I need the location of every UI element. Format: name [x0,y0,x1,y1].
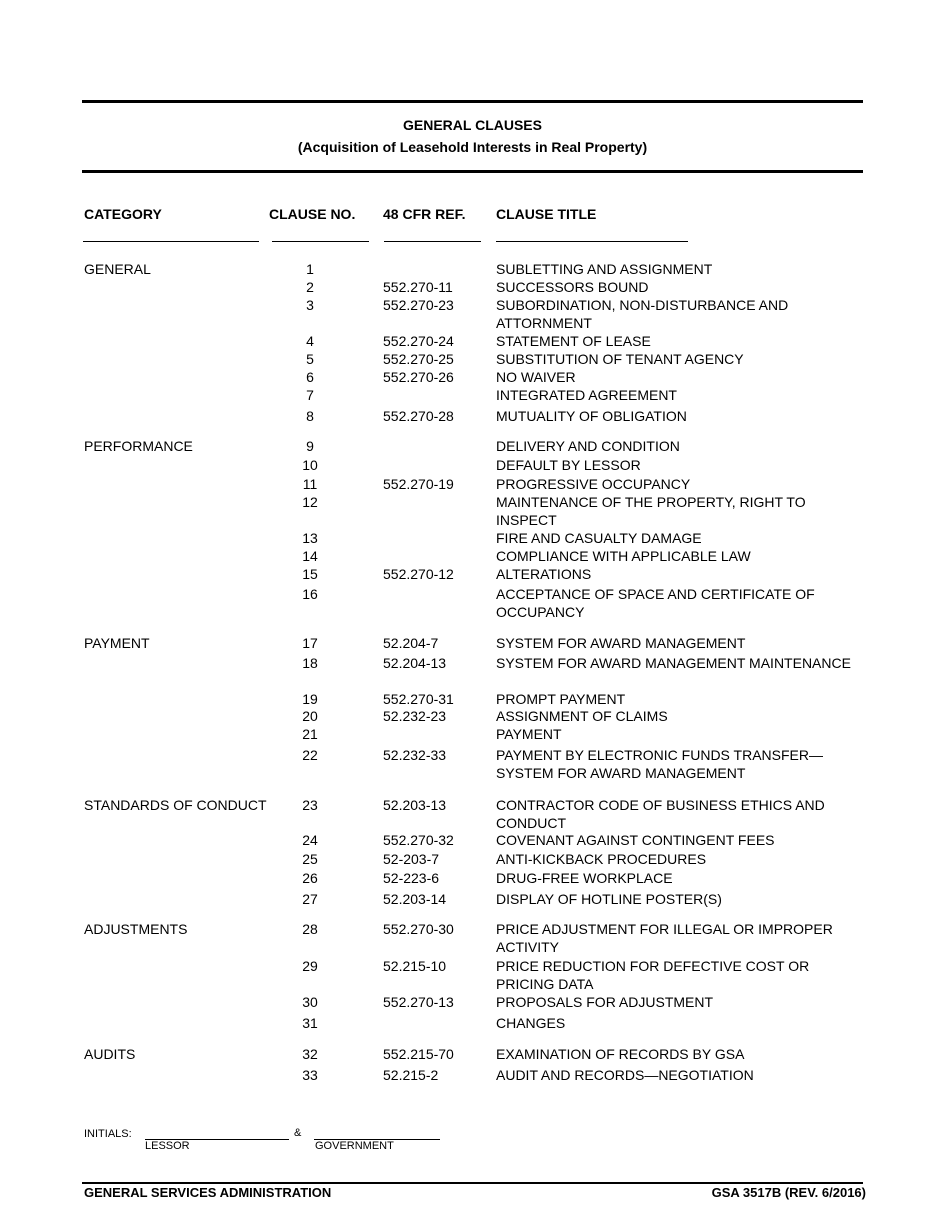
row-clause-number: 26 [302,870,318,886]
row-clause-number: 20 [302,708,318,724]
row-clause-number: 23 [302,797,318,813]
row-clause-title: STATEMENT OF LEASE [496,333,651,349]
row-category: PAYMENT [84,635,150,651]
row-clause-number: 32 [302,1046,318,1062]
row-clause-number: 6 [306,369,314,385]
row-clause-number: 22 [302,747,318,763]
row-clause-title: SYSTEM FOR AWARD MANAGEMENT [496,635,746,651]
row-clause-title: NO WAIVER [496,369,576,385]
row-cfr-reference: 552.270-30 [383,921,454,937]
row-cfr-reference: 52-223-6 [383,870,440,886]
row-cfr-reference: 52.215-2 [383,1067,439,1083]
row-cfr-reference: 552.270-11 [383,279,453,295]
row-clause-number: 18 [302,655,318,671]
row-clause-number: 30 [302,994,318,1010]
row-clause-number: 19 [302,691,318,707]
row-clause-title: EXAMINATION OF RECORDS BY GSA [496,1046,745,1062]
row-clause-title: AUDIT AND RECORDS—NEGOTIATION [496,1067,754,1083]
row-clause-title: PRICE REDUCTION FOR DEFECTIVE COST OR PRICING DATA [496,958,810,992]
footer-rule [82,1182,863,1184]
column-header-cfr-ref: 48 CFR REF. [383,206,466,222]
initials-label: INITIALS: [84,1128,132,1140]
footer-agency: GENERAL SERVICES ADMINISTRATION [84,1185,332,1200]
row-cfr-reference: 552.270-28 [383,408,454,424]
row-clause-title: PROMPT PAYMENT [496,691,626,707]
government-label: GOVERNMENT [315,1140,394,1152]
row-cfr-reference: 52.232-33 [383,747,447,763]
column-underline-clause-no [272,241,369,242]
row-clause-title: ALTERATIONS [496,566,592,582]
row-clause-number: 24 [302,832,318,848]
row-clause-number: 3 [306,297,314,313]
column-header-clause-no: CLAUSE NO. [269,206,356,222]
row-clause-number: 11 [302,476,318,492]
row-clause-title: PROPOSALS FOR ADJUSTMENT [496,994,714,1010]
row-clause-number: 15 [302,566,318,582]
row-clause-title: FIRE AND CASUALTY DAMAGE [496,530,702,546]
column-underline-category [83,241,259,242]
lessor-label: LESSOR [145,1140,190,1152]
row-cfr-reference: 552.215-70 [383,1046,454,1062]
row-cfr-reference: 552.270-19 [383,476,454,492]
row-clause-number: 28 [302,921,318,937]
row-cfr-reference: 552.270-12 [383,566,454,582]
row-clause-title: MUTUALITY OF OBLIGATION [496,408,687,424]
row-clause-title: MAINTENANCE OF THE PROPERTY, RIGHT TO INSPECT [496,494,806,528]
row-clause-title: CHANGES [496,1015,566,1031]
row-cfr-reference: 552.270-25 [383,351,454,367]
column-header-category: CATEGORY [84,206,162,222]
row-clause-title: PROGRESSIVE OCCUPANCY [496,476,691,492]
row-category: AUDITS [84,1046,136,1062]
row-cfr-reference: 552.270-32 [383,832,454,848]
row-clause-number: 4 [306,333,314,349]
row-cfr-reference: 552.270-31 [383,691,454,707]
footer-form-number: GSA 3517B (REV. 6/2016) [711,1185,866,1200]
row-clause-title: SYSTEM FOR AWARD MANAGEMENT MAINTENANCE [496,655,851,671]
row-clause-title: CONTRACTOR CODE OF BUSINESS ETHICS AND CONDUCT [496,797,825,831]
row-clause-number: 13 [302,530,318,546]
row-clause-number: 10 [302,457,318,473]
row-clause-number: 14 [302,548,318,564]
row-clause-number: 25 [302,851,318,867]
row-cfr-reference: 552.270-23 [383,297,454,313]
row-cfr-reference: 52.232-23 [383,708,447,724]
row-clause-number: 8 [306,408,314,424]
row-cfr-reference: 52.203-13 [383,797,447,813]
row-clause-number: 27 [302,891,318,907]
row-clause-title: SUBORDINATION, NON-DISTURBANCE AND ATTORNMENT [496,297,789,331]
row-clause-title: SUBLETTING AND ASSIGNMENT [496,261,713,277]
row-clause-title: SUBSTITUTION OF TENANT AGENCY [496,351,744,367]
row-clause-title: DISPLAY OF HOTLINE POSTER(S) [496,891,722,907]
row-category: ADJUSTMENTS [84,921,188,937]
row-clause-number: 16 [302,586,318,602]
column-header-clause-title: CLAUSE TITLE [496,206,597,222]
header-rule [82,170,863,173]
row-category: STANDARDS OF CONDUCT [84,797,267,813]
row-cfr-reference: 52.203-14 [383,891,447,907]
row-clause-title: COMPLIANCE WITH APPLICABLE LAW [496,548,751,564]
row-clause-number: 7 [306,387,314,403]
column-underline-clause-title [496,241,688,242]
row-clause-title: ACCEPTANCE OF SPACE AND CERTIFICATE OF OCCUPANCY [496,586,815,620]
row-clause-title: DRUG-FREE WORKPLACE [496,870,673,886]
row-clause-number: 2 [306,279,314,295]
row-clause-number: 9 [306,438,314,454]
row-category: GENERAL [84,261,151,277]
row-clause-number: 1 [306,261,314,277]
row-clause-title: COVENANT AGAINST CONTINGENT FEES [496,832,775,848]
row-clause-title: PAYMENT [496,726,562,742]
row-category: PERFORMANCE [84,438,193,454]
row-clause-title: PAYMENT BY ELECTRONIC FUNDS TRANSFER—SYSTEM FOR AWARD MANAGEMENT [496,747,823,781]
row-clause-title: ASSIGNMENT OF CLAIMS [496,708,668,724]
row-clause-number: 33 [302,1067,318,1083]
row-clause-title: PRICE ADJUSTMENT FOR ILLEGAL OR IMPROPER ACTIVITY [496,921,833,955]
row-clause-number: 5 [306,351,314,367]
row-clause-title: ANTI-KICKBACK PROCEDURES [496,851,707,867]
page-title: GENERAL CLAUSES [403,117,542,133]
row-cfr-reference: 52.204-7 [383,635,439,651]
row-cfr-reference: 552.270-13 [383,994,454,1010]
top-rule [82,100,863,103]
ampersand: & [294,1127,302,1139]
row-clause-title: INTEGRATED AGREEMENT [496,387,677,403]
page-subtitle: (Acquisition of Leasehold Interests in Real Property) [297,139,648,155]
row-cfr-reference: 552.270-24 [383,333,454,349]
row-clause-number: 31 [302,1015,318,1031]
row-clause-number: 17 [302,635,318,651]
row-cfr-reference: 52.204-13 [383,655,447,671]
column-underline-cfr-ref [384,241,481,242]
row-cfr-reference: 552.270-26 [383,369,454,385]
row-cfr-reference: 52.215-10 [383,958,447,974]
row-clause-number: 21 [302,726,318,742]
row-clause-number: 12 [302,494,318,510]
row-clause-title: SUCCESSORS BOUND [496,279,649,295]
row-clause-title: DEFAULT BY LESSOR [496,457,641,473]
row-clause-title: DELIVERY AND CONDITION [496,438,680,454]
row-cfr-reference: 52-203-7 [383,851,440,867]
row-clause-number: 29 [302,958,318,974]
